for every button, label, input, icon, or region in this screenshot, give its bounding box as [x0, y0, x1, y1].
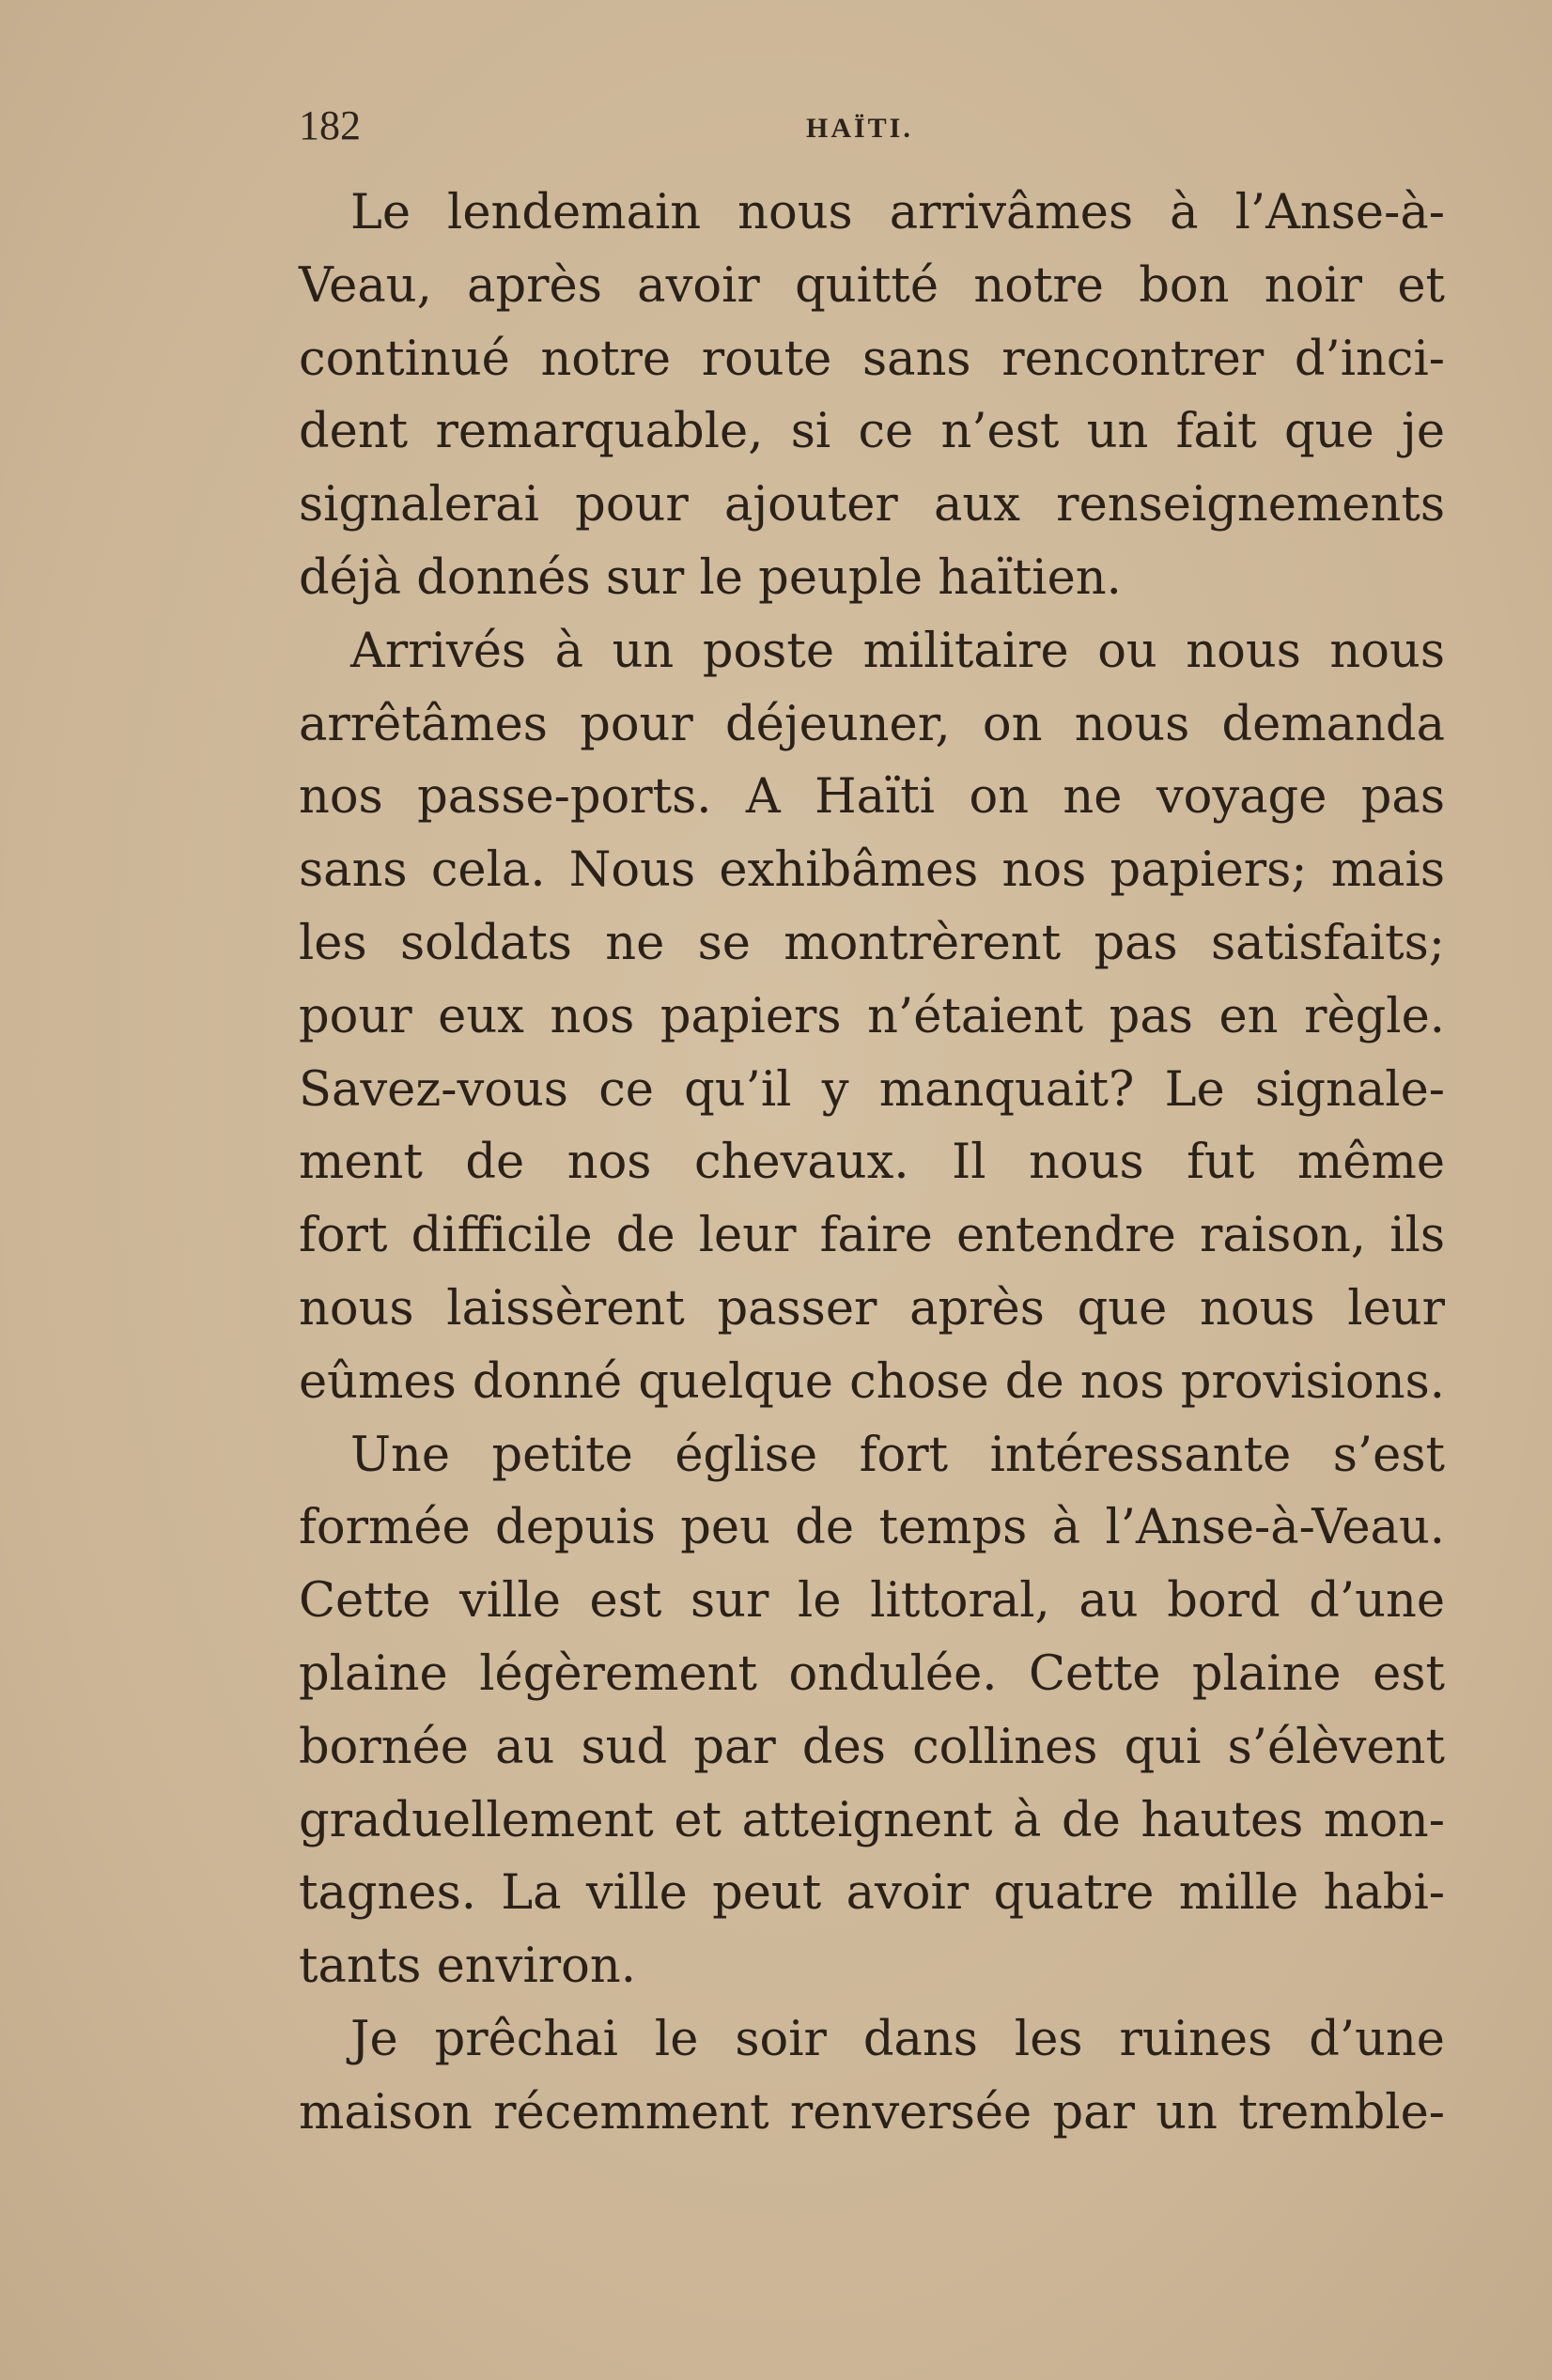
text-line: fort difficile de leur faire entendre raison, ils [299, 1208, 1445, 1264]
page-number: 182 [299, 102, 361, 148]
text-line: Je prêchai le soir dans les ruines d’une [350, 2011, 1445, 2067]
text-line: maison récemment renversée par un tremble- [299, 2084, 1445, 2140]
text-line: les soldats ne se montrèrent pas satisfaits; [299, 915, 1445, 971]
text-line: Une petite église fort intéressante s’est [350, 1427, 1445, 1483]
text-line: tants environ. [299, 1939, 636, 1995]
text-line: Savez-vous ce qu’il y manquait? Le signale- [299, 1061, 1445, 1118]
text-line: Le lendemain nous arrivâmes à l’Anse-à- [350, 185, 1445, 240]
running-head: HAÏTI. [806, 113, 913, 144]
text-line: pour eux nos papiers n’étaient pas en règle. [299, 988, 1445, 1044]
text-line: Cette ville est sur le littoral, au bord d’une [299, 1573, 1445, 1630]
text-line: eûmes donné quelque chose de nos provisions. [299, 1353, 1445, 1410]
text-line: tagnes. La ville peut avoir quatre mille habi- [299, 1865, 1445, 1922]
text-line: nos passe-ports. A Haïti on ne voyage pas [299, 769, 1445, 826]
text-line: bornée au sud par des collines qui s’élèvent [299, 1719, 1445, 1775]
text-line: déjà donnés sur le peuple haïtien. [299, 549, 1122, 606]
text-line: signalerai pour ajouter aux renseignements [299, 477, 1445, 533]
text-line: arrêtâmes pour déjeuner, on nous demanda [299, 696, 1445, 752]
text-line: ment de nos chevaux. Il nous fut même [299, 1135, 1445, 1191]
text-line: plaine légèrement ondulée. Cette plaine est [299, 1646, 1445, 1702]
text-line: Arrivés à un poste militaire ou nous nous [350, 623, 1445, 679]
text-line: graduellement et atteignent à de hautes mon- [299, 1792, 1445, 1848]
text-line: nous laissèrent passer après que nous leur [299, 1280, 1445, 1337]
text-line: Veau, après avoir quitté notre bon noir et [299, 257, 1445, 314]
text-line: formée depuis peu de temps à l’Anse-à-Veau. [299, 1500, 1445, 1556]
text-line: dent remarquable, si ce n’est un fait que je [299, 404, 1445, 460]
body-text [299, 177, 1445, 2150]
page-header [299, 101, 1445, 158]
text-line: continué notre route sans rencontrer d’inci- [299, 331, 1445, 387]
text-line: sans cela. Nous exhibâmes nos papiers; mais [299, 842, 1445, 899]
